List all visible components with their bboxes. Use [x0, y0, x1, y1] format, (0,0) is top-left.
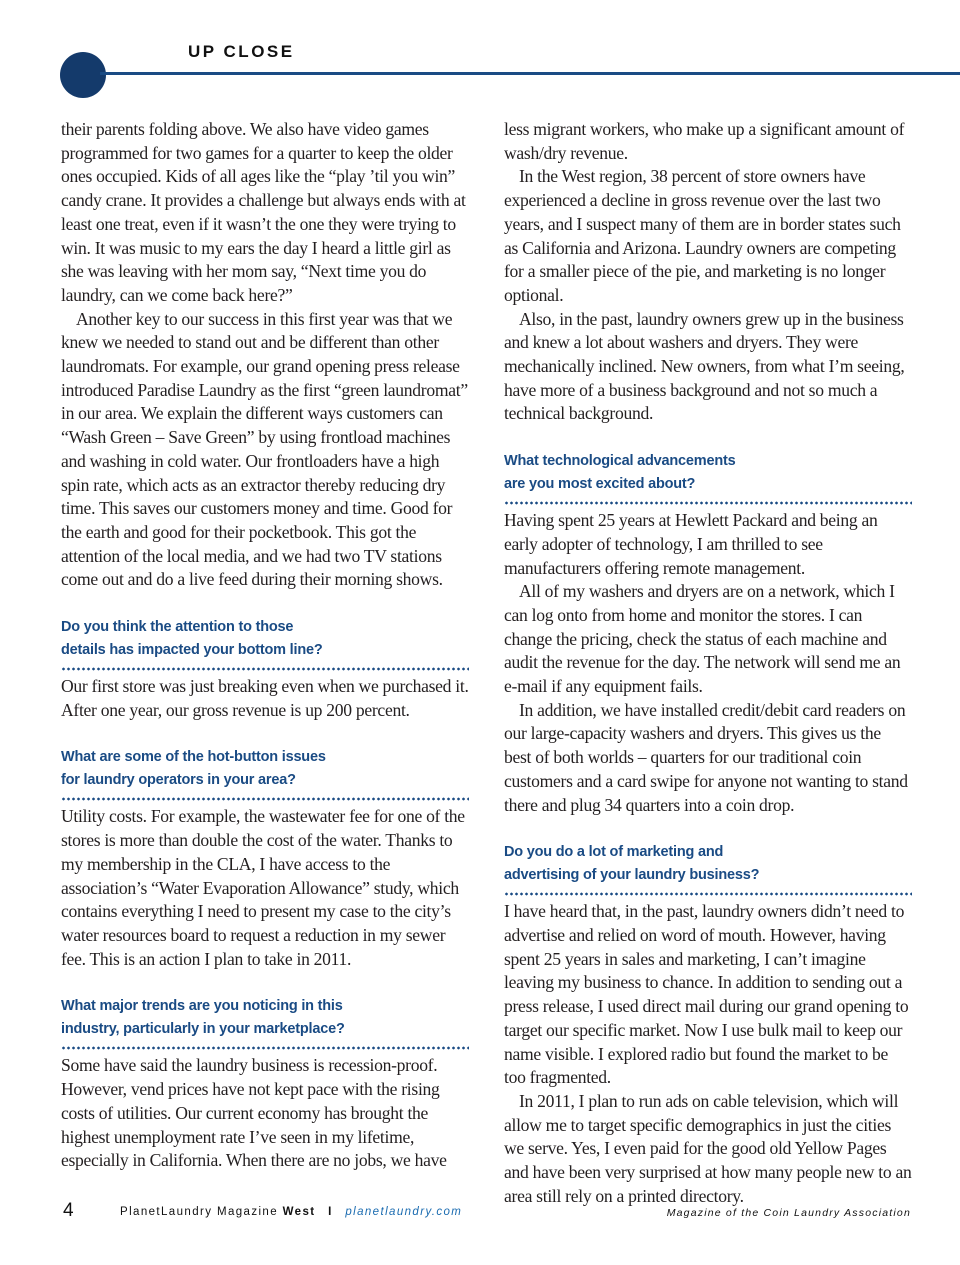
question-heading — [504, 841, 912, 886]
question-line: What technological advancements — [504, 453, 736, 470]
footer-separator: I — [328, 1206, 333, 1218]
dotted-divider — [61, 667, 469, 671]
left-column — [61, 118, 469, 1173]
paragraph: Another key to our success in this first year was that we knew we needed to stand out and be different than other laundromats. For example, our grand opening press release introduced Paradise Laundry as the first “green laundromat” in our area. We explain the different ways customers can “Wash Green – Save Green” by using frontload machines and washing in cold water. Our frontloaders have a high spin rate, which acts as an extractor thereby reducing dry time. This saves our customers money and time. Good for the earth and good for their pocketbook. This got the attention of the local media, and we had two TV stations come out and do a live feed during their morning shows. — [61, 308, 468, 590]
answer-paragraph: Some have said the laundry business is recession-proof. However, vend prices have not kept pace with the rising costs of utilities. Our current economy has brought the highest unemployment rate I’ve seen in my lifetime, especially in California. When there are no jobs, we have — [61, 1055, 447, 1171]
question-line: industry, particularly in your marketplace? — [61, 1020, 345, 1037]
header-circle-icon — [60, 52, 106, 98]
question-heading — [61, 746, 469, 791]
footer-magazine — [120, 1206, 462, 1218]
question-heading — [61, 616, 469, 661]
dotted-divider — [61, 797, 469, 801]
question-line: What major trends are you noticing in this — [61, 998, 343, 1015]
paragraph: less migrant workers, who make up a significant amount of wash/dry revenue. — [504, 119, 905, 163]
dotted-divider — [504, 892, 912, 896]
paragraph: their parents folding above. We also have video games programmed for two games for a quarter to keep the older ones occupied. Kids of all ages like the “play ’til you win” candy crane. It provides a challenge but always ends with at least one treat, even if it wasn’t the one they were trying to win. It was music to my ears the day I heard a little girl as she was leaving with her mom say, “Next time you do laundry, can we come back here?” — [61, 119, 466, 305]
right-column — [504, 118, 912, 1208]
question-line: are you most excited about? — [504, 475, 696, 492]
answer-paragraph: In 2011, I plan to run ads on cable television, which will allow me to target specific demographics in just the cities we serve. Yes, I even paid for the good old Yellow Pages and have been very surprised at how many people new to an area still rely on a printed directory. — [504, 1090, 912, 1206]
question-line: advertising of your laundry business? — [504, 866, 760, 883]
answer-paragraph: In addition, we have installed credit/debit card readers on our large-capacity washers and dryers. This gives us the best of both worlds – quarters for our traditional coin customers and a card swipe for anyone not wanting to stand there and plug 34 quarters into a coin drop. — [504, 699, 908, 815]
section-label: UP CLOSE — [188, 42, 295, 61]
paragraph: In the West region, 38 percent of store owners have experienced a decline in gross revenue over the last two years, and I suspect many of them are in border states such as California and Arizona. Laundry owners are competing for a smaller piece of the pie, and marketing is no longer optional. — [504, 166, 901, 305]
magazine-name: PlanetLaundry Magazine — [120, 1206, 279, 1218]
answer-paragraph: All of my washers and dryers are on a network, which I can log onto from home and monitor the stores. I can change the pricing, check the status of each machine and audit the revenue for the day. The network will send me an e-mail if any equipment fails. — [504, 581, 901, 697]
paragraph: Also, in the past, laundry owners grew up in the business and knew a lot about washers and dryers. They were mechanically inclined. New owners, from what I’m seeing, have more of a business background and not so much a technical background. — [504, 308, 905, 424]
dotted-divider — [61, 1046, 469, 1050]
question-heading — [61, 995, 469, 1040]
answer-paragraph: Having spent 25 years at Hewlett Packard and being an early adopter of technology, I am thrilled to see manufacturers offering remote management. — [504, 510, 878, 578]
question-line: for laundry operators in your area? — [61, 771, 296, 788]
answer-paragraph: Utility costs. For example, the wastewater fee for one of the stores is more than double the cost of the water. Thanks to my membership in the CLA, I have access to the association’s “Water Evaporation Allowance” study, which contains everything I need to present my case to the city’s water resources board to request a reduction in my sewer fee. This is an action I plan to take in 2011. — [61, 806, 465, 969]
question-line: details has impacted your bottom line? — [61, 641, 323, 658]
question-heading — [504, 450, 912, 495]
question-line: Do you think the attention to those — [61, 619, 294, 636]
page-header — [0, 0, 960, 110]
dotted-divider — [504, 501, 912, 505]
footer-url-link[interactable]: planetlaundry.com — [345, 1206, 463, 1218]
page-footer — [0, 1196, 960, 1236]
answer-paragraph: I have heard that, in the past, laundry owners didn’t need to advertise and relied on word of mouth. However, having spent 25 years in sales and marketing, I can’t imagine leaving my business to chance. In addition to sending out a press release, I used direct mail during our grand opening to target our specific market. Now I use bulk mail to keep our name visible. I explored radio but found the market to be too fragmented. — [504, 901, 909, 1088]
magazine-edition: West — [282, 1206, 316, 1218]
footer-association: Magazine of the Coin Laundry Association — [666, 1207, 911, 1219]
answer-paragraph: Our first store was just breaking even when we purchased it. After one year, our gross revenue is up 200 percent. — [61, 676, 469, 720]
question-line: What are some of the hot-button issues — [61, 749, 326, 766]
header-rule — [100, 72, 960, 75]
page-number: 4 — [63, 1200, 74, 1221]
question-line: Do you do a lot of marketing and — [504, 844, 724, 861]
